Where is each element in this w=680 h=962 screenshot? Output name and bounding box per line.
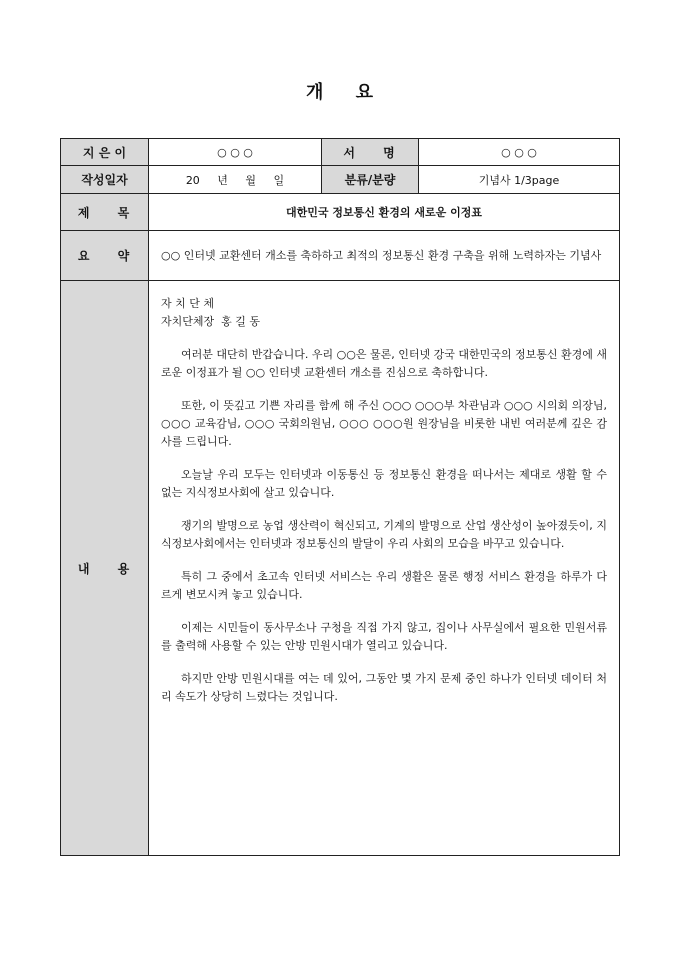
document-form-table [60,138,620,856]
summary-row [61,231,620,281]
content-paragraph: 하지만 안방 민원시대를 여는 데 있어, 그동안 몇 가지 문제 중인 하나가 인터넷 데이터 처리 속도가 상당히 느렸다는 것입니다. [161,672,607,703]
date-value: 20 년 월 일 [149,166,322,194]
content-body [149,281,620,856]
content-paragraph: 특히 그 중에서 초고속 인터넷 서비스는 우리 생활은 물론 행정 서비스 환경을 하루가 다르게 변모시켜 놓고 있습니다. [161,570,607,601]
date-row [61,166,620,194]
content-label: 내 용 [61,281,149,856]
author-label: 지 은 이 [61,139,149,166]
content-paragraph: 오늘날 우리 모두는 인터넷과 이동통신 등 정보통신 환경을 떠나서는 제대로 생활 할 수 없는 지식정보사회에 살고 있습니다. [161,468,607,499]
date-label: 작성일자 [61,166,149,194]
title-row [61,194,620,231]
summary-label: 요 약 [61,231,149,281]
signature-value: ○ ○ ○ [419,139,620,166]
page-title: 개 요 [305,82,375,103]
title-label: 제 목 [61,194,149,231]
content-speaker: 자치단체장 홍 길 동 [161,315,260,328]
content-paragraph: 쟁기의 발명으로 농업 생산력이 혁신되고, 기계의 발명으로 산업 생산성이 높아졌듯이, 지식정보사회에서는 인터넷과 정보통신의 발달이 우리 사회의 모습을 바꾸고 있습니다. [161,519,607,550]
content-row [61,281,620,856]
author-row [61,139,620,166]
content-paragraph: 여러분 대단히 반갑습니다. 우리 ○○은 물론, 인터넷 강국 대한민국의 정보통신 환경에 새로운 이정표가 될 ○○ 인터넷 교환센터 개소를 진심으로 축하합니다. [161,348,607,379]
content-paragraph: 또한, 이 뜻깊고 기쁜 자리를 함께 해 주신 ○○○ ○○○부 차관님과 ○○○ 시의회 의장님, ○○○ 교육감님, ○○○ 국회의원님, ○○○ ○○○원 원장님을 비롯한 내빈 여러분께 깊은 감사를 드립니다. [161,399,607,448]
author-value: ○ ○ ○ [149,139,322,166]
content-paragraph: 이제는 시민들이 동사무소나 구청을 직접 가지 않고, 집이나 사무실에서 필요한 민원서류를 출력해 사용할 수 있는 안방 민원시대가 열리고 있습니다. [161,621,607,652]
summary-text: ○○ 인터넷 교환센터 개소를 축하하고 최적의 정보통신 환경 구축을 위해 노력하자는 기념사 [149,231,620,281]
document-title: 대한민국 정보통신 환경의 새로운 이정표 [149,194,620,231]
category-label: 분류/분량 [322,166,419,194]
content-organization: 자 치 단 체 [161,297,214,310]
signature-label: 서 명 [322,139,419,166]
category-value: 기념사 1/3page [419,166,620,194]
